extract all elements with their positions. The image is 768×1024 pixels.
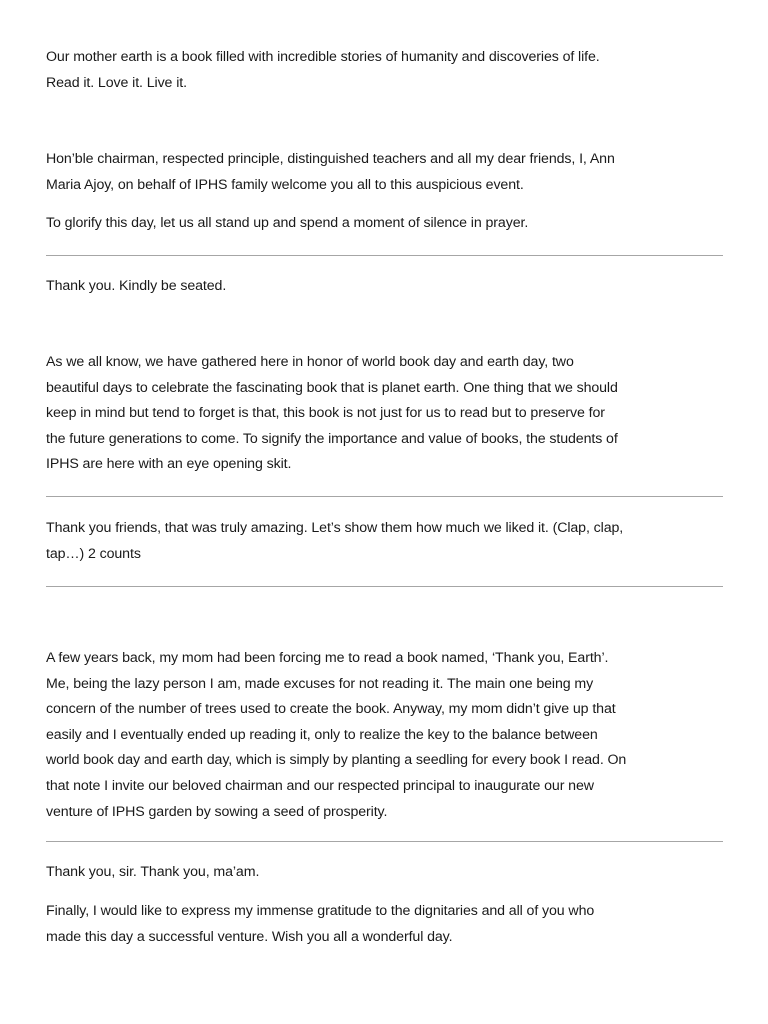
text-line: Thank you. Kindly be seated. xyxy=(46,278,227,294)
text-line: Thank you, sir. Thank you, ma’am. xyxy=(46,864,260,880)
paragraph-book-day xyxy=(46,350,726,478)
text-line: easily and I eventually ended up reading it, only to realize the key to the balance between xyxy=(46,726,598,743)
text-line: IPHS are here with an eye opening skit. xyxy=(46,456,292,473)
text-line: Me, being the lazy person I am, made excuses for not reading it. The main one being my xyxy=(46,675,594,692)
paragraph-closing xyxy=(46,899,726,950)
paragraph-prayer xyxy=(46,211,726,237)
text-line: Our mother earth is a book filled with incredible stories of humanity and discoveries of life. xyxy=(46,49,600,65)
text-line: To glorify this day, let us all stand up and spend a moment of silence in prayer. xyxy=(46,215,529,231)
text-line: Hon’ble chairman, respected principle, distinguished teachers and all my dear friends, I, Ann xyxy=(46,151,615,167)
text-line: world book day and earth day, which is simply by planting a seedling for every book I read. On xyxy=(46,752,627,769)
text-line: concern of the number of trees used to create the book. Anyway, my mom didn’t give up that xyxy=(46,701,616,718)
paragraph-welcome xyxy=(46,147,726,198)
text-line: A few years back, my mom had been forcing me to read a book named, ‘Thank you, Earth’. xyxy=(46,650,609,666)
text-line: Read it. Love it. Live it. xyxy=(46,74,187,91)
text-line: made this day a successful venture. Wish you all a wonderful day. xyxy=(46,928,453,945)
text-line: that note I invite our beloved chairman and our respected principal to inaugurate our new xyxy=(46,777,594,794)
paragraph-story xyxy=(46,646,726,825)
text-line: tap…) 2 counts xyxy=(46,545,141,562)
paragraph-intro xyxy=(46,45,726,96)
paragraph-thank-friends xyxy=(46,516,726,567)
section-divider xyxy=(46,255,723,256)
paragraph-be-seated xyxy=(46,274,726,300)
text-line: As we all know, we have gathered here in honor of world book day and earth day, two xyxy=(46,354,574,370)
section-divider xyxy=(46,841,723,842)
text-line: Thank you friends, that was truly amazing. Let’s show them how much we liked it. (Clap, clap, xyxy=(46,520,624,536)
section-divider xyxy=(46,586,723,587)
text-line: Maria Ajoy, on behalf of IPHS family welcome you all to this auspicious event. xyxy=(46,176,524,193)
text-line: beautiful days to celebrate the fascinating book that is planet earth. One thing that we should xyxy=(46,379,618,396)
text-line: Finally, I would like to express my immense gratitude to the dignitaries and all of you who xyxy=(46,903,595,919)
text-line: keep in mind but tend to forget is that, this book is not just for us to read but to preserve for xyxy=(46,405,605,422)
text-line: venture of IPHS garden by sowing a seed of prosperity. xyxy=(46,803,388,820)
section-divider xyxy=(46,496,723,497)
text-line: the future generations to come. To signify the importance and value of books, the students of xyxy=(46,430,618,447)
paragraph-thank-sir xyxy=(46,860,726,886)
